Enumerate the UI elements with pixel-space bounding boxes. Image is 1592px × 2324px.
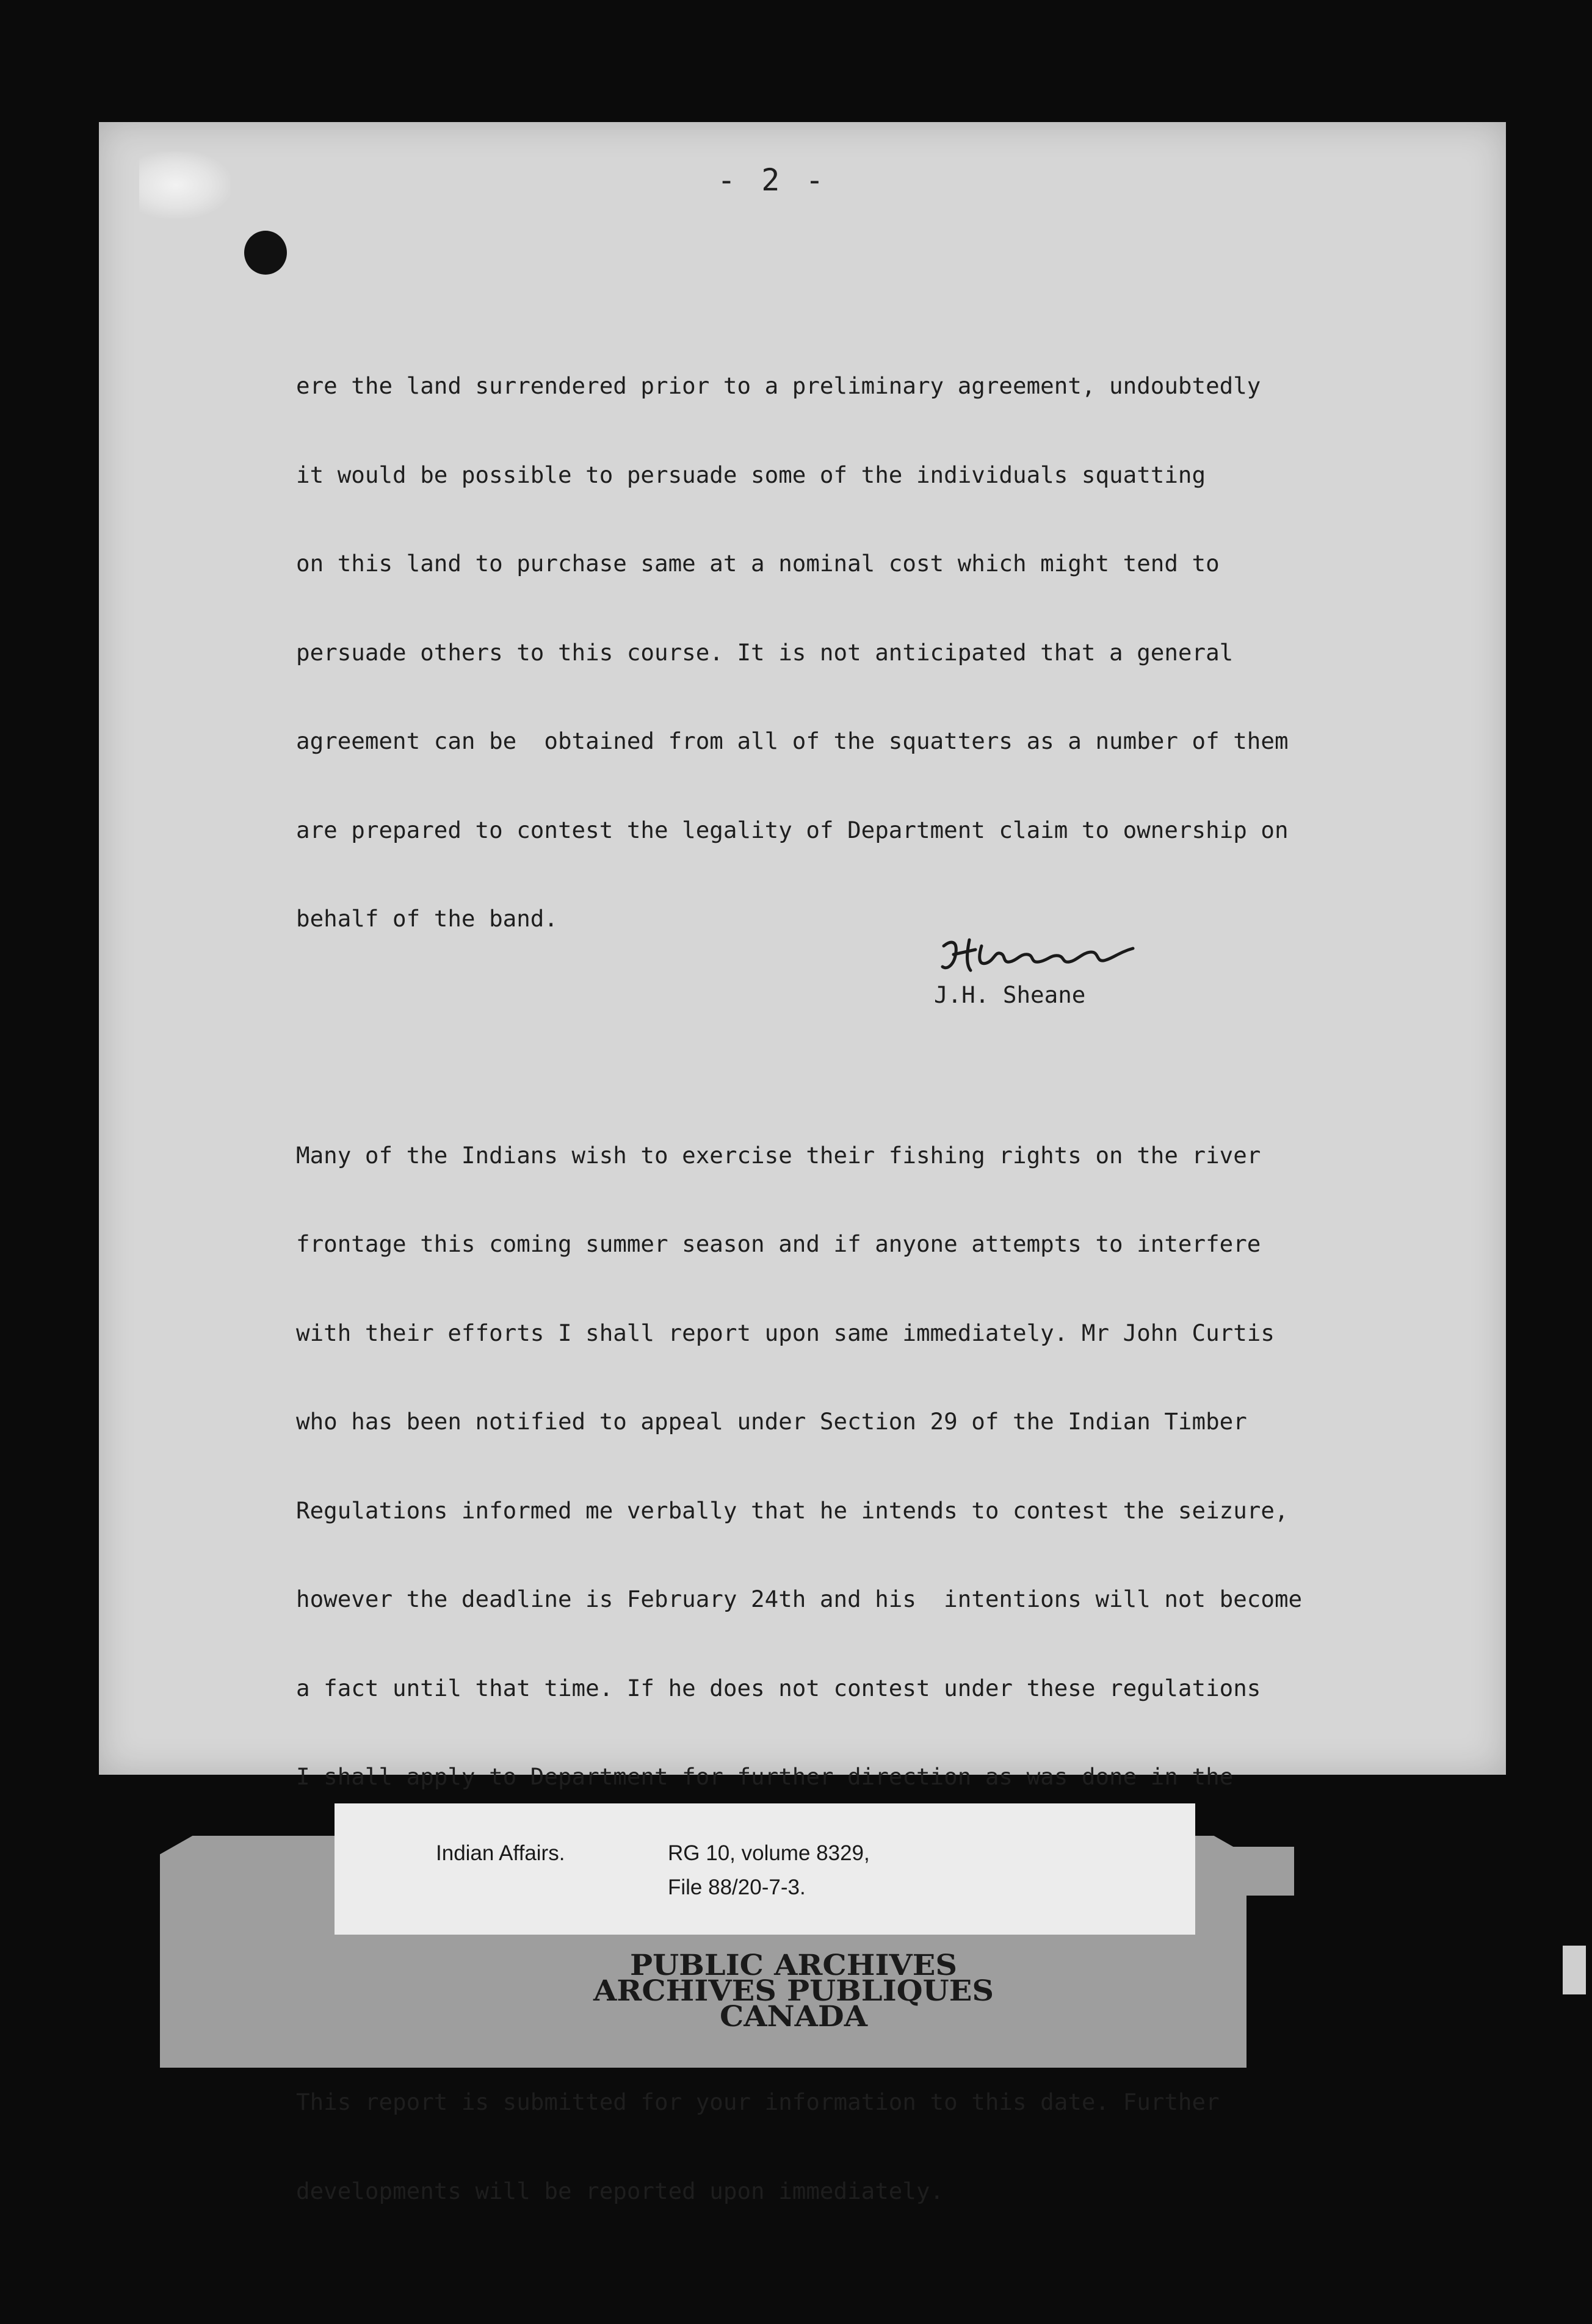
torn-corner bbox=[139, 151, 231, 218]
reference-label bbox=[335, 1803, 1195, 1935]
text-line: I shall apply to Department for further direction as was done in the bbox=[296, 1763, 1234, 1790]
text-line: a fact until that time. If he does not contest under these regulations bbox=[296, 1674, 1261, 1702]
archive-card-tab bbox=[1196, 1847, 1294, 1896]
text-line: agreement can be obtained from all of the squatters as a number of them bbox=[296, 727, 1289, 754]
text-line: who has been notified to appeal under Section 29 of the Indian Timber bbox=[296, 1408, 1247, 1435]
text-line: it would be possible to persuade some of the individuals squatting bbox=[296, 461, 1206, 488]
text-line: on this land to purchase same at a nominal cost which might tend to bbox=[296, 550, 1220, 577]
reference-agency: Indian Affairs. bbox=[436, 1841, 565, 1865]
archives-stamp bbox=[333, 1949, 1254, 2034]
signer-name: J.H. Sheane bbox=[934, 981, 1086, 1008]
film-edge-mark bbox=[1563, 1946, 1586, 1994]
punch-hole bbox=[244, 231, 287, 275]
text-line: Regulations informed me verbally that he intends to contest the seizure, bbox=[296, 1496, 1289, 1524]
text-line: persuade others to this course. It is not anticipated that a general bbox=[296, 638, 1234, 666]
handwritten-signature bbox=[939, 928, 1140, 976]
text-line: developments will be reported upon immediately. bbox=[296, 2177, 944, 2204]
stamp-line-french: ARCHIVES PUBLIQUES bbox=[593, 1974, 994, 2008]
text-line: however the deadline is February 24th and his intentions will not become bbox=[296, 1586, 1303, 1612]
reference-volume: RG 10, volume 8329, bbox=[668, 1841, 870, 1865]
stamp-line-english: PUBLIC ARCHIVES bbox=[630, 1949, 957, 1982]
text-line: frontage this coming summer season and if anyone attempts to interfere bbox=[296, 1230, 1261, 1257]
text-line: are prepared to contest the legality of Department claim to ownership on bbox=[296, 816, 1289, 843]
stamp-line-country: CANADA bbox=[719, 2000, 868, 2034]
text-line: ere the land surrendered prior to a preliminary agreement, undoubtedly bbox=[296, 372, 1261, 399]
text-line: behalf of the band. bbox=[296, 905, 558, 932]
text-line: Many of the Indians wish to exercise their fishing rights on the river bbox=[296, 1141, 1261, 1169]
text-line: with their efforts I shall report upon same immediately. Mr John Curtis bbox=[296, 1319, 1275, 1346]
reference-file: File 88/20-7-3. bbox=[668, 1875, 806, 1899]
page-number: - 2 - bbox=[717, 162, 828, 198]
paragraph-1 bbox=[296, 312, 1419, 993]
text-line: This report is submitted for your information to this date. Further bbox=[296, 2088, 1220, 2115]
